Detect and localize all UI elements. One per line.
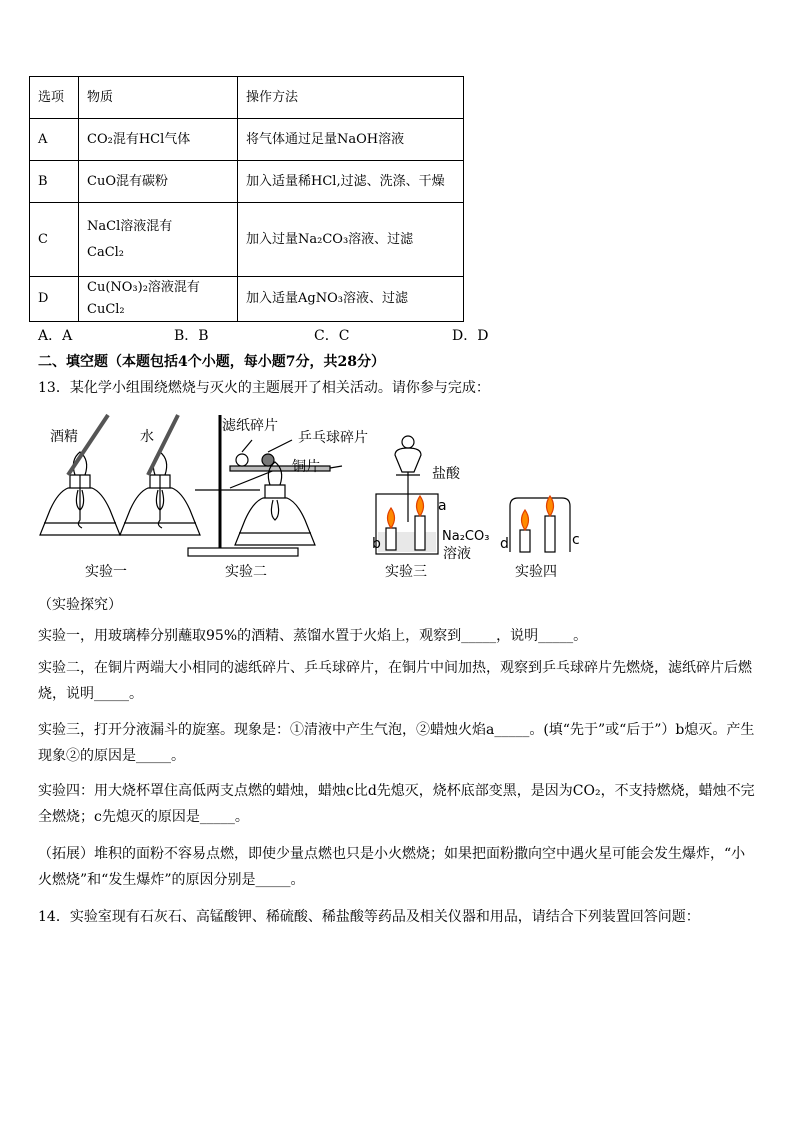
- row-method: 加入适量AgNO₃溶液、过滤: [238, 277, 464, 322]
- table-header-row: [30, 77, 464, 119]
- experiment-figure: [30, 410, 590, 585]
- section-title: 二、填空题（本题包括4个小题，每小题7分，共28分）: [38, 354, 385, 370]
- table-row: [30, 203, 464, 277]
- candle-a: [415, 516, 425, 550]
- caption-exp3: 实验三: [385, 564, 427, 580]
- flame-b-icon: [388, 508, 395, 528]
- row-substance-line2: CaCl₂: [87, 244, 125, 260]
- glass-rod-2: [148, 415, 178, 475]
- filter-paper-piece: [236, 454, 248, 466]
- label-copper: 铜片: [292, 459, 320, 475]
- label-alcohol: 酒精: [50, 429, 78, 445]
- row-substance: CO₂混有HCl气体: [79, 119, 238, 161]
- label-water: 水: [140, 429, 154, 445]
- candle-c: [545, 516, 555, 552]
- flame-c-icon: [547, 496, 554, 516]
- candle-b: [386, 528, 396, 550]
- flame-d-icon: [522, 510, 529, 530]
- leader-filter: [242, 440, 252, 452]
- leader-copper: [330, 466, 342, 468]
- table-row: [30, 161, 464, 203]
- question-14-text: 14．实验室现有石灰石、高锰酸钾、稀硫酸、稀盐酸等药品及相关仪器和用品，请结合下列装置回答问题：: [38, 909, 700, 925]
- caption-exp1: 实验一: [85, 564, 127, 580]
- caption-exp2: 实验二: [225, 564, 267, 580]
- inverted-beaker: [510, 498, 570, 552]
- exp1-text: 实验一，用玻璃棒分别蘸取95%的酒精、蒸馏水置于火焰上，观察到_____，说明_____。: [38, 628, 588, 644]
- choice-d[interactable]: D．D: [452, 328, 489, 344]
- alcohol-lamp-2: [120, 452, 200, 535]
- header-method: 操作方法: [238, 77, 464, 119]
- row-method: 将气体通过足量NaOH溶液: [238, 119, 464, 161]
- row-substance: CuO混有碳粉: [79, 161, 238, 203]
- label-solution: 溶液: [443, 546, 471, 562]
- row-option: B: [30, 161, 79, 203]
- row-substance: [79, 203, 238, 277]
- row-option: A: [30, 119, 79, 161]
- explore-label: （实验探究）: [38, 597, 122, 613]
- label-filter-paper: 滤纸碎片: [222, 418, 278, 434]
- choice-b[interactable]: B．B: [174, 328, 209, 344]
- row-method: 加入适量稀HCl,过滤、洗涤、干燥: [238, 161, 464, 203]
- row-substance-line1: NaCl溶液混有: [87, 218, 173, 234]
- label-pingpong: 乒乓球碎片: [298, 430, 368, 446]
- exp2-text: 实验二，在铜片两端大小相同的滤纸碎片、乒乓球碎片，在铜片中间加热，观察到乒乓球碎片先燃烧，滤纸碎片后燃烧，说明_____。: [38, 660, 752, 702]
- header-substance: 物质: [79, 77, 238, 119]
- label-acid: 盐酸: [432, 466, 460, 482]
- caption-exp4: 实验四: [515, 564, 557, 580]
- choice-c[interactable]: C．C: [314, 328, 350, 344]
- flame-a-icon: [417, 496, 424, 516]
- glass-rod-1: [68, 415, 108, 475]
- extend-text: （拓展）堆积的面粉不容易点燃，即使少量点燃也只是小火燃烧；如果把面粉撒向空中遇火星可能会发生爆炸，“小火燃烧”和“发生爆炸”的原因分别是_____。: [38, 846, 746, 888]
- exp3-text: 实验三，打开分液漏斗的旋塞。现象是：①清液中产生气泡，②蜡烛火焰a_____。(填“先于”或“后于”）b熄灭。产生现象②的原因是_____。: [38, 722, 755, 764]
- header-option: 选项: [30, 77, 79, 119]
- label-b: b: [372, 536, 381, 552]
- question-13-title: 13．某化学小组围绕燃烧与灭火的主题展开了相关活动。请你参与完成：: [38, 380, 490, 396]
- candle-d: [520, 530, 530, 552]
- row-substance: Cu(NO₃)₂溶液混有CuCl₂: [79, 277, 238, 322]
- label-d: d: [500, 536, 509, 552]
- label-na2co3: Na₂CO₃: [442, 529, 490, 544]
- table-row: [30, 119, 464, 161]
- leader-pingpong: [268, 440, 292, 452]
- options-table: [29, 76, 464, 322]
- row-option: D: [30, 277, 79, 322]
- row-option: C: [30, 203, 79, 277]
- alcohol-lamp-1: [40, 452, 120, 535]
- exp4-text: 实验四：用大烧杯罩住高低两支点燃的蜡烛，蜡烛c比d先熄灭，烧杯底部变黑，是因为CO₂，不支持燃烧，蜡烛不完全燃烧；c先熄灭的原因是_____。: [38, 783, 755, 825]
- label-a: a: [438, 498, 447, 514]
- label-c: c: [572, 532, 580, 548]
- table-row: [30, 277, 464, 322]
- choice-a[interactable]: A．A: [38, 328, 73, 344]
- row-method: 加入过量Na₂CO₃溶液、过滤: [238, 203, 464, 277]
